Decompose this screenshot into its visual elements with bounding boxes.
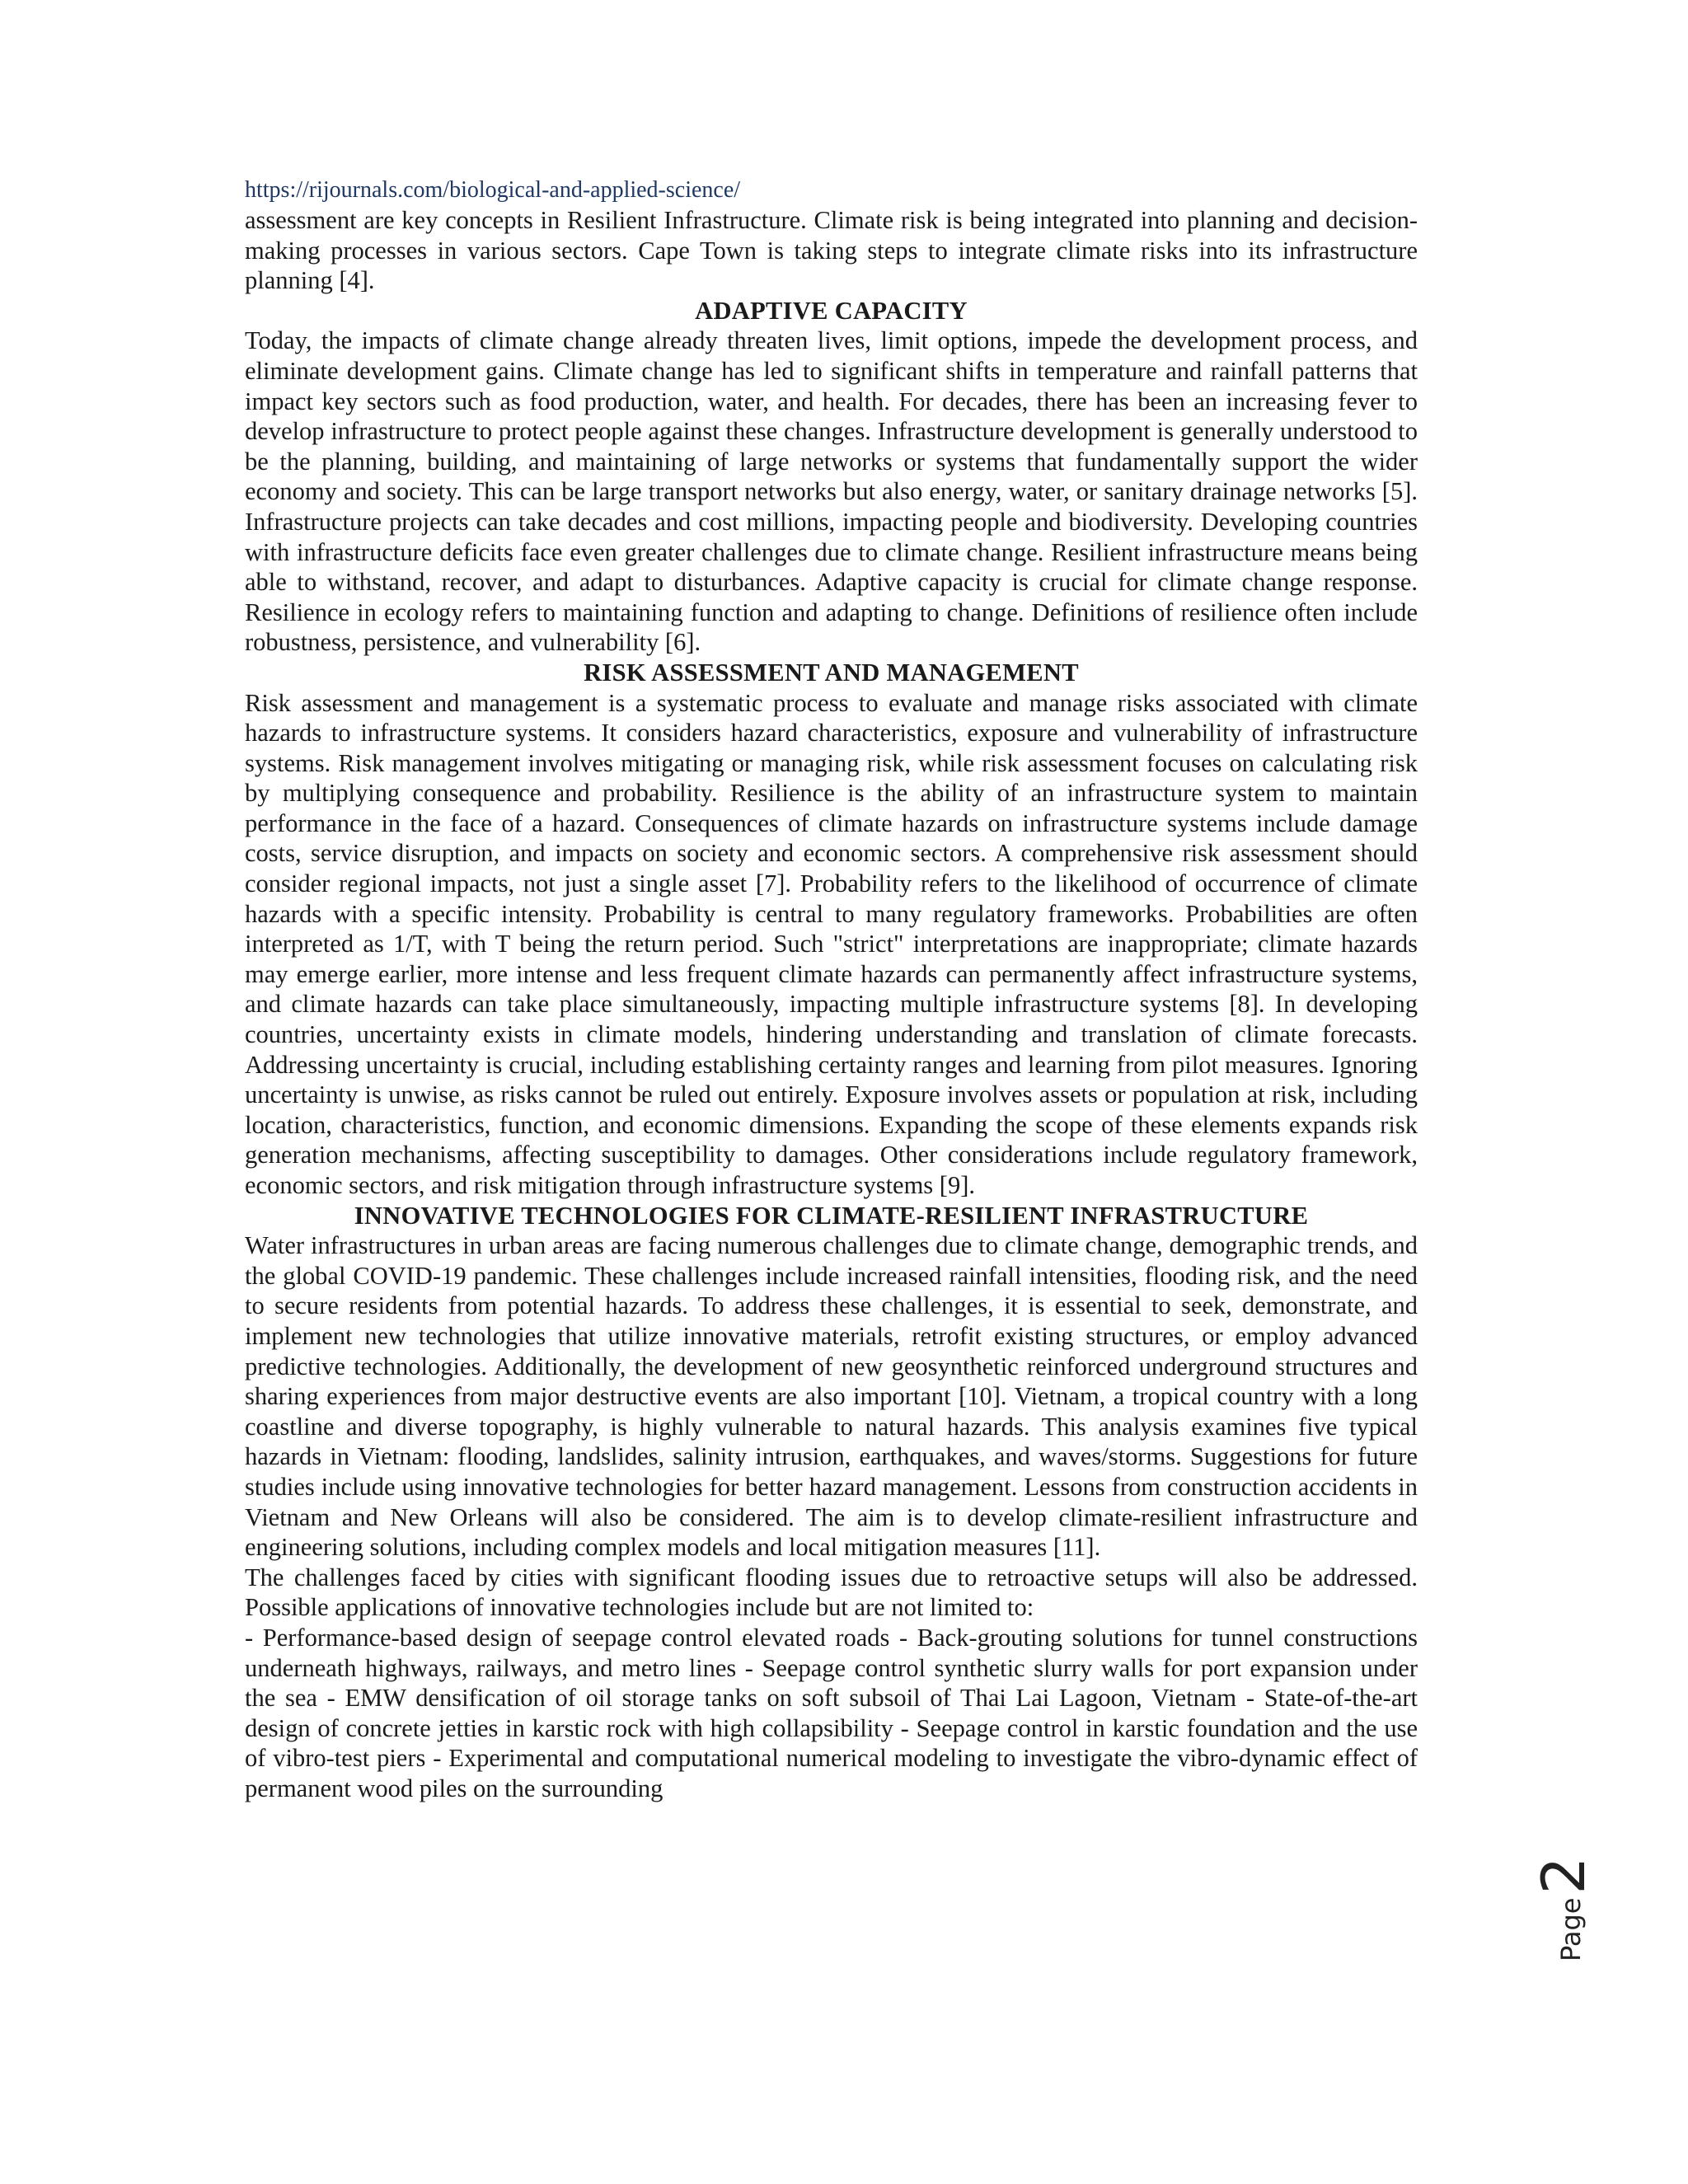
heading-risk-assessment: RISK ASSESSMENT AND MANAGEMENT xyxy=(584,658,1079,687)
heading-adaptive-capacity: ADAPTIVE CAPACITY xyxy=(695,296,968,325)
journal-url-header: https://rijournals.com/biological-and-applied-science/ xyxy=(245,177,741,203)
innovative-technologies-paragraph-2: The challenges faced by cities with significant flooding issues due to retroactive setups will also be addressed. Possible applications of innovative technologies include but are not limited to: xyxy=(245,1563,1418,1622)
innovative-technologies-paragraph-1: Water infrastructures in urban areas are facing numerous challenges due to climate change, demographic trends, and the global COVID-19 pandemic. These challenges include increased rainfall intensities, flooding risk, and the need to secure residents from potential hazards. To address these challenges, it is essential to seek, demonstrate, and implement new technologies that utilize innovative materials, retrofit existing structures, or employ advanced predictive technologies. Additionally, the development of new geosynthetic reinforced underground structures and sharing experiences from major destructive events are also important [10]. Vietnam, a tropical country with a long coastline and diverse topography, is highly vulnerable to natural hazards. This analysis examines five typical hazards in Vietnam: flooding, landslides, salinity intrusion, earthquakes, and waves/storms. Suggestions for future studies include using innovative technologies for better hazard management. Lessons from construction accidents in Vietnam and New Orleans will also be considered. The aim is to develop climate-resilient infrastructure and engineering solutions, including complex models and local mitigation measures [11]. xyxy=(245,1231,1418,1562)
page-number xyxy=(1474,1846,1598,1961)
risk-assessment-paragraph: Risk assessment and management is a systematic process to evaluate and manage risks associated with climate hazards to infrastructure systems. It considers hazard characteristics, exposure and vulnerability of infrastructure systems. Risk management involves mitigating or managing risk, while risk assessment focuses on calculating risk by multiplying consequence and probability. Resilience is the ability of an infrastructure system to maintain performance in the face of a hazard. Consequences of climate hazards on infrastructure systems include damage costs, service disruption, and impacts on society and economic sectors. A comprehensive risk assessment should consider regional impacts, not just a single asset [7]. Probability refers to the likelihood of occurrence of climate hazards with a specific intensity. Probability is central to many regulatory frameworks. Probabilities are often interpreted as 1/T, with T being the return period. Such "strict" interpretations are inappropriate; climate hazards may emerge earlier, more intense and less frequent climate hazards can permanently affect infrastructure systems, and climate hazards can take place simultaneously, impacting multiple infrastructure systems [8]. In developing countries, uncertainty exists in climate models, hindering understanding and translation of climate forecasts. Addressing uncertainty is crucial, including establishing certainty ranges and learning from pilot measures. Ignoring uncertainty is unwise, as risks cannot be ruled out entirely. Exposure involves assets or population at risk, including location, characteristics, function, and economic dimensions. Expanding the scope of these elements expands risk generation mechanisms, affecting susceptibility to damages. Other considerations include regulatory framework, economic sectors, and risk mitigation through infrastructure systems [9]. xyxy=(245,688,1418,1199)
heading-innovative-technologies: INNOVATIVE TECHNOLOGIES FOR CLIMATE-RESILIENT INFRASTRUCTURE xyxy=(354,1201,1309,1230)
page-number-value: 2 xyxy=(1529,1856,1598,1895)
page-content xyxy=(245,175,1418,1803)
page-label: Page xyxy=(1555,1897,1587,1961)
adaptive-capacity-paragraph: Today, the impacts of climate change already threaten lives, limit options, impede the development process, and eliminate development gains. Climate change has led to significant shifts in temperature and rainfall patterns that impact key sectors such as food production, water, and health. For decades, there has been an increasing fever to develop infrastructure to protect people against these changes. Infrastructure development is generally understood to be the planning, building, and maintaining of large networks or systems that fundamentally support the wider economy and society. This can be large transport networks but also energy, water, or sanitary drainage networks [5]. Infrastructure projects can take decades and cost millions, impacting people and biodiversity. Developing countries with infrastructure deficits face even greater challenges due to climate change. Resilient infrastructure means being able to withstand, recover, and adapt to disturbances. Adaptive capacity is crucial for climate change response. Resilience in ecology refers to maintaining function and adapting to change. Definitions of resilience often include robustness, persistence, and vulnerability [6]. xyxy=(245,326,1418,657)
intro-paragraph: assessment are key concepts in Resilient Infrastructure. Climate risk is being integrated into planning and decision-making processes in various sectors. Cape Town is taking steps to integrate climate risks into its infrastructure planning [4]. xyxy=(245,206,1418,295)
innovative-technologies-list: - Performance-based design of seepage control elevated roads - Back-grouting solutions for tunnel constructions underneath highways, railways, and metro lines - Seepage control synthetic slurry walls for port expansion under the sea - EMW densification of oil storage tanks on soft subsoil of Thai Lai Lagoon, Vietnam - State-of-the-art design of concrete jetties in karstic rock with high collapsibility - Seepage control in karstic foundation and the use of vibro-test piers - Experimental and computational numerical modeling to investigate the vibro-dynamic effect of permanent wood piles on the surrounding xyxy=(245,1623,1418,1802)
